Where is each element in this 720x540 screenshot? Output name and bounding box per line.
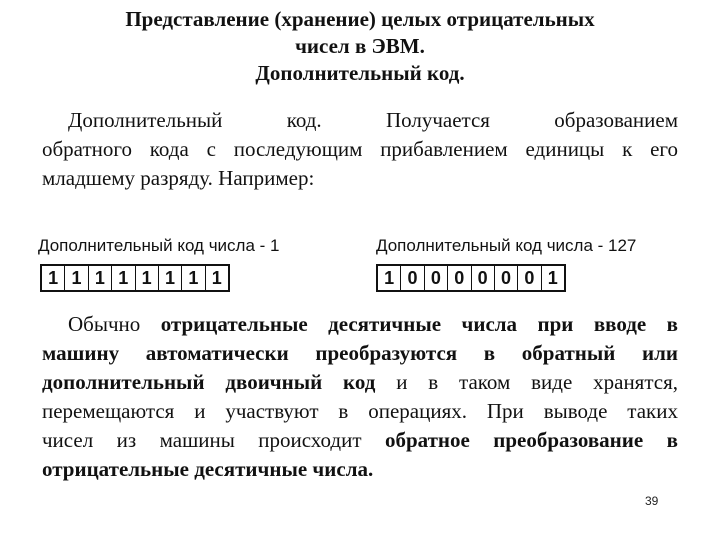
definition-text-1: Получается образованием [385,108,678,132]
title-line-1: Представление (хранение) целых отрицательных [125,7,595,31]
bit-cell: 1 [378,266,401,290]
bit-cell: 1 [547,267,558,288]
bit-cell: 0 [448,266,471,290]
title-line-3: Дополнительный код. [255,61,465,85]
bit-cell: 1 [42,266,65,290]
storage-text-1a: Обычно [68,312,161,336]
bit-cell: 1 [182,266,205,290]
storage-text-3a: дополнительный двоичный код [42,370,376,394]
bit-cell: 1 [211,267,222,288]
definition-line-1 [42,106,678,135]
slide-title [0,6,720,87]
bit-register-2 [376,264,566,292]
bit-cell: 0 [425,266,448,290]
bit-cell: 1 [89,266,112,290]
bit-cell: 0 [518,266,541,290]
storage-text-5a: чисел из машины происходит [42,428,385,452]
definition-term: Дополнительный код. [68,108,322,132]
definition-line-3: младшему разряду. Например: [42,166,315,190]
storage-line-6: отрицательные десятичные числа. [42,457,374,481]
storage-line-4: перемещаются и участвуют в операциях. При выводе таких [42,399,678,423]
bit-cell: 0 [401,266,424,290]
bit-cell: 1 [112,266,135,290]
example-caption-1: Дополнительный код числа - 1 [38,236,280,255]
bit-cell: 1 [65,266,88,290]
storage-line-5 [42,426,678,455]
storage-text-3b: и в таком виде хранятся, [375,370,678,394]
definition-line-2: обратного кода с последующим прибавлением единицы к его [42,137,678,161]
bit-cell: 1 [136,266,159,290]
storage-line-2: машину автоматически преобразуются в обратный или [42,341,678,365]
title-line-2: чисел в ЭВМ. [295,34,425,58]
storage-line-1 [42,310,678,339]
storage-line-3 [42,368,678,397]
bit-cell: 0 [472,266,495,290]
bit-cell: 0 [495,266,518,290]
storage-text-1b: отрицательные десятичные числа при вводе в [160,312,678,336]
bit-cell: 1 [159,266,182,290]
bit-register-1 [40,264,230,292]
storage-text-5b: обратное преобразование в [384,428,678,452]
definition-paragraph [42,106,678,193]
storage-paragraph [42,310,678,484]
example-caption-2: Дополнительный код числа - 127 [376,236,637,255]
page-number: 39 [645,494,659,508]
